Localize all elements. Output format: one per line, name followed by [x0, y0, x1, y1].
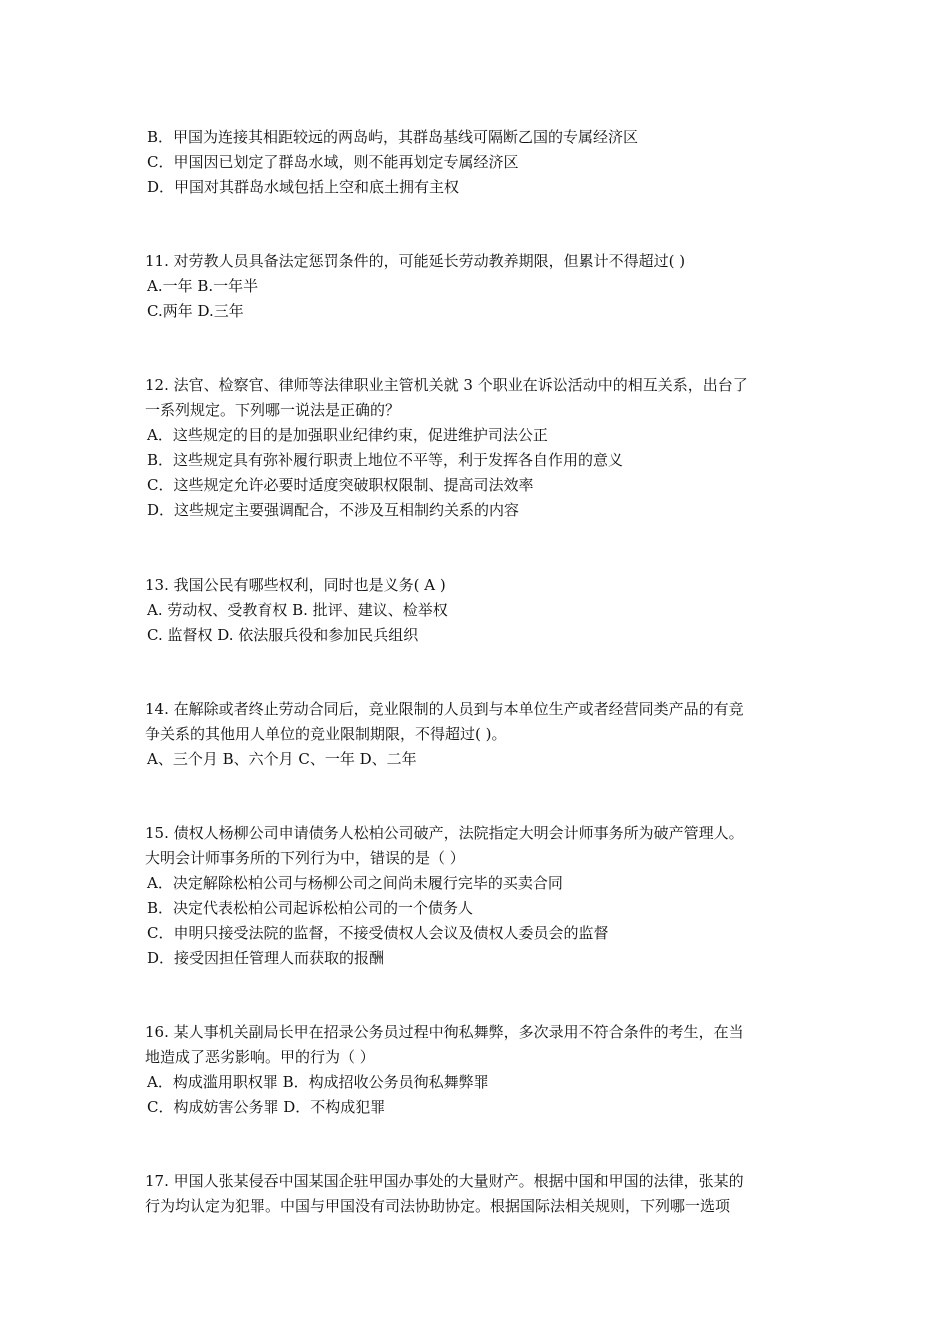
question-text-line: 13. 我国公民有哪些权利，同时也是义务( A )	[145, 576, 446, 594]
question-text-line: 争关系的其他用人单位的竞业限制期限，不得超过( )。	[145, 725, 507, 743]
question-text-line: 15. 债权人杨柳公司申请债务人松柏公司破产，法院指定大明会计师事务所为破产管理人。	[145, 824, 744, 842]
option-line: A．构成滥用职权罪 B．构成招收公务员徇私舞弊罪	[147, 1073, 489, 1091]
option-line: C．构成妨害公务罪 D．不构成犯罪	[147, 1098, 386, 1116]
question-10-tail	[145, 125, 815, 200]
question-text-line: 一系列规定。下列哪一说法是正确的？	[145, 401, 401, 419]
option-line: B．这些规定具有弥补履行职责上地位不平等，利于发挥各自作用的意义	[147, 451, 624, 469]
question-text-line: 地造成了恶劣影响。甲的行为（ ）	[145, 1048, 375, 1066]
question-text-line: 14. 在解除或者终止劳动合同后，竞业限制的人员到与本单位生产或者经营同类产品的有竞	[145, 700, 744, 718]
question-16	[145, 1020, 815, 1120]
option-line: D．接受因担任管理人而获取的报酬	[147, 949, 385, 967]
option-line: A.一年 B.一年半	[147, 277, 259, 295]
option-line: C．申明只接受法院的监督，不接受债权人会议及债权人委员会的监督	[147, 924, 609, 942]
question-text-line: 17. 甲国人张某侵吞中国某国企驻甲国办事处的大量财产。根据中国和甲国的法律，张某的	[145, 1172, 744, 1190]
option-line: A、三个月 B、六个月 C、一年 D、二年	[147, 750, 417, 768]
question-11	[145, 249, 815, 324]
option-line: A．决定解除松柏公司与杨柳公司之间尚未履行完毕的买卖合同	[147, 874, 563, 892]
question-14	[145, 697, 815, 772]
option-line: C.两年 D.三年	[147, 302, 244, 320]
option-line: D．甲国对其群岛水域包括上空和底土拥有主权	[147, 178, 460, 196]
option-line: B．甲国为连接其相距较远的两岛屿，其群岛基线可隔断乙国的专属经济区	[147, 128, 639, 146]
option-line: C．甲国因已划定了群岛水域，则不能再划定专属经济区	[147, 153, 519, 171]
question-text-line: 行为均认定为犯罪。中国与甲国没有司法协助协定。根据国际法相关规则，下列哪一选项	[145, 1197, 731, 1215]
option-line: A．这些规定的目的是加强职业纪律约束，促进维护司法公正	[147, 426, 548, 444]
option-line: B．决定代表松柏公司起诉松柏公司的一个债务人	[147, 899, 474, 917]
question-text-line: 12. 法官、检察官、律师等法律职业主管机关就 3 个职业在诉讼活动中的相互关系，出台了	[145, 376, 748, 394]
question-text-line: 大明会计师事务所的下列行为中，错误的是（ ）	[145, 849, 465, 867]
question-text-line: 16. 某人事机关副局长甲在招录公务员过程中徇私舞弊，多次录用不符合条件的考生，在当	[145, 1023, 744, 1041]
option-line: C．这些规定允许必要时适度突破职权限制、提高司法效率	[147, 476, 534, 494]
question-13	[145, 573, 815, 648]
question-12	[145, 373, 815, 523]
question-17	[145, 1169, 815, 1219]
option-line: C. 监督权 D. 依法服兵役和参加民兵组织	[147, 626, 419, 644]
question-text-line: 11. 对劳教人员具备法定惩罚条件的，可能延长劳动教养期限，但累计不得超过( )	[145, 252, 686, 270]
option-line: A. 劳动权、受教育权 B. 批评、建议、检举权	[147, 601, 448, 619]
question-15	[145, 821, 815, 971]
option-line: D．这些规定主要强调配合，不涉及互相制约关系的内容	[147, 501, 520, 519]
